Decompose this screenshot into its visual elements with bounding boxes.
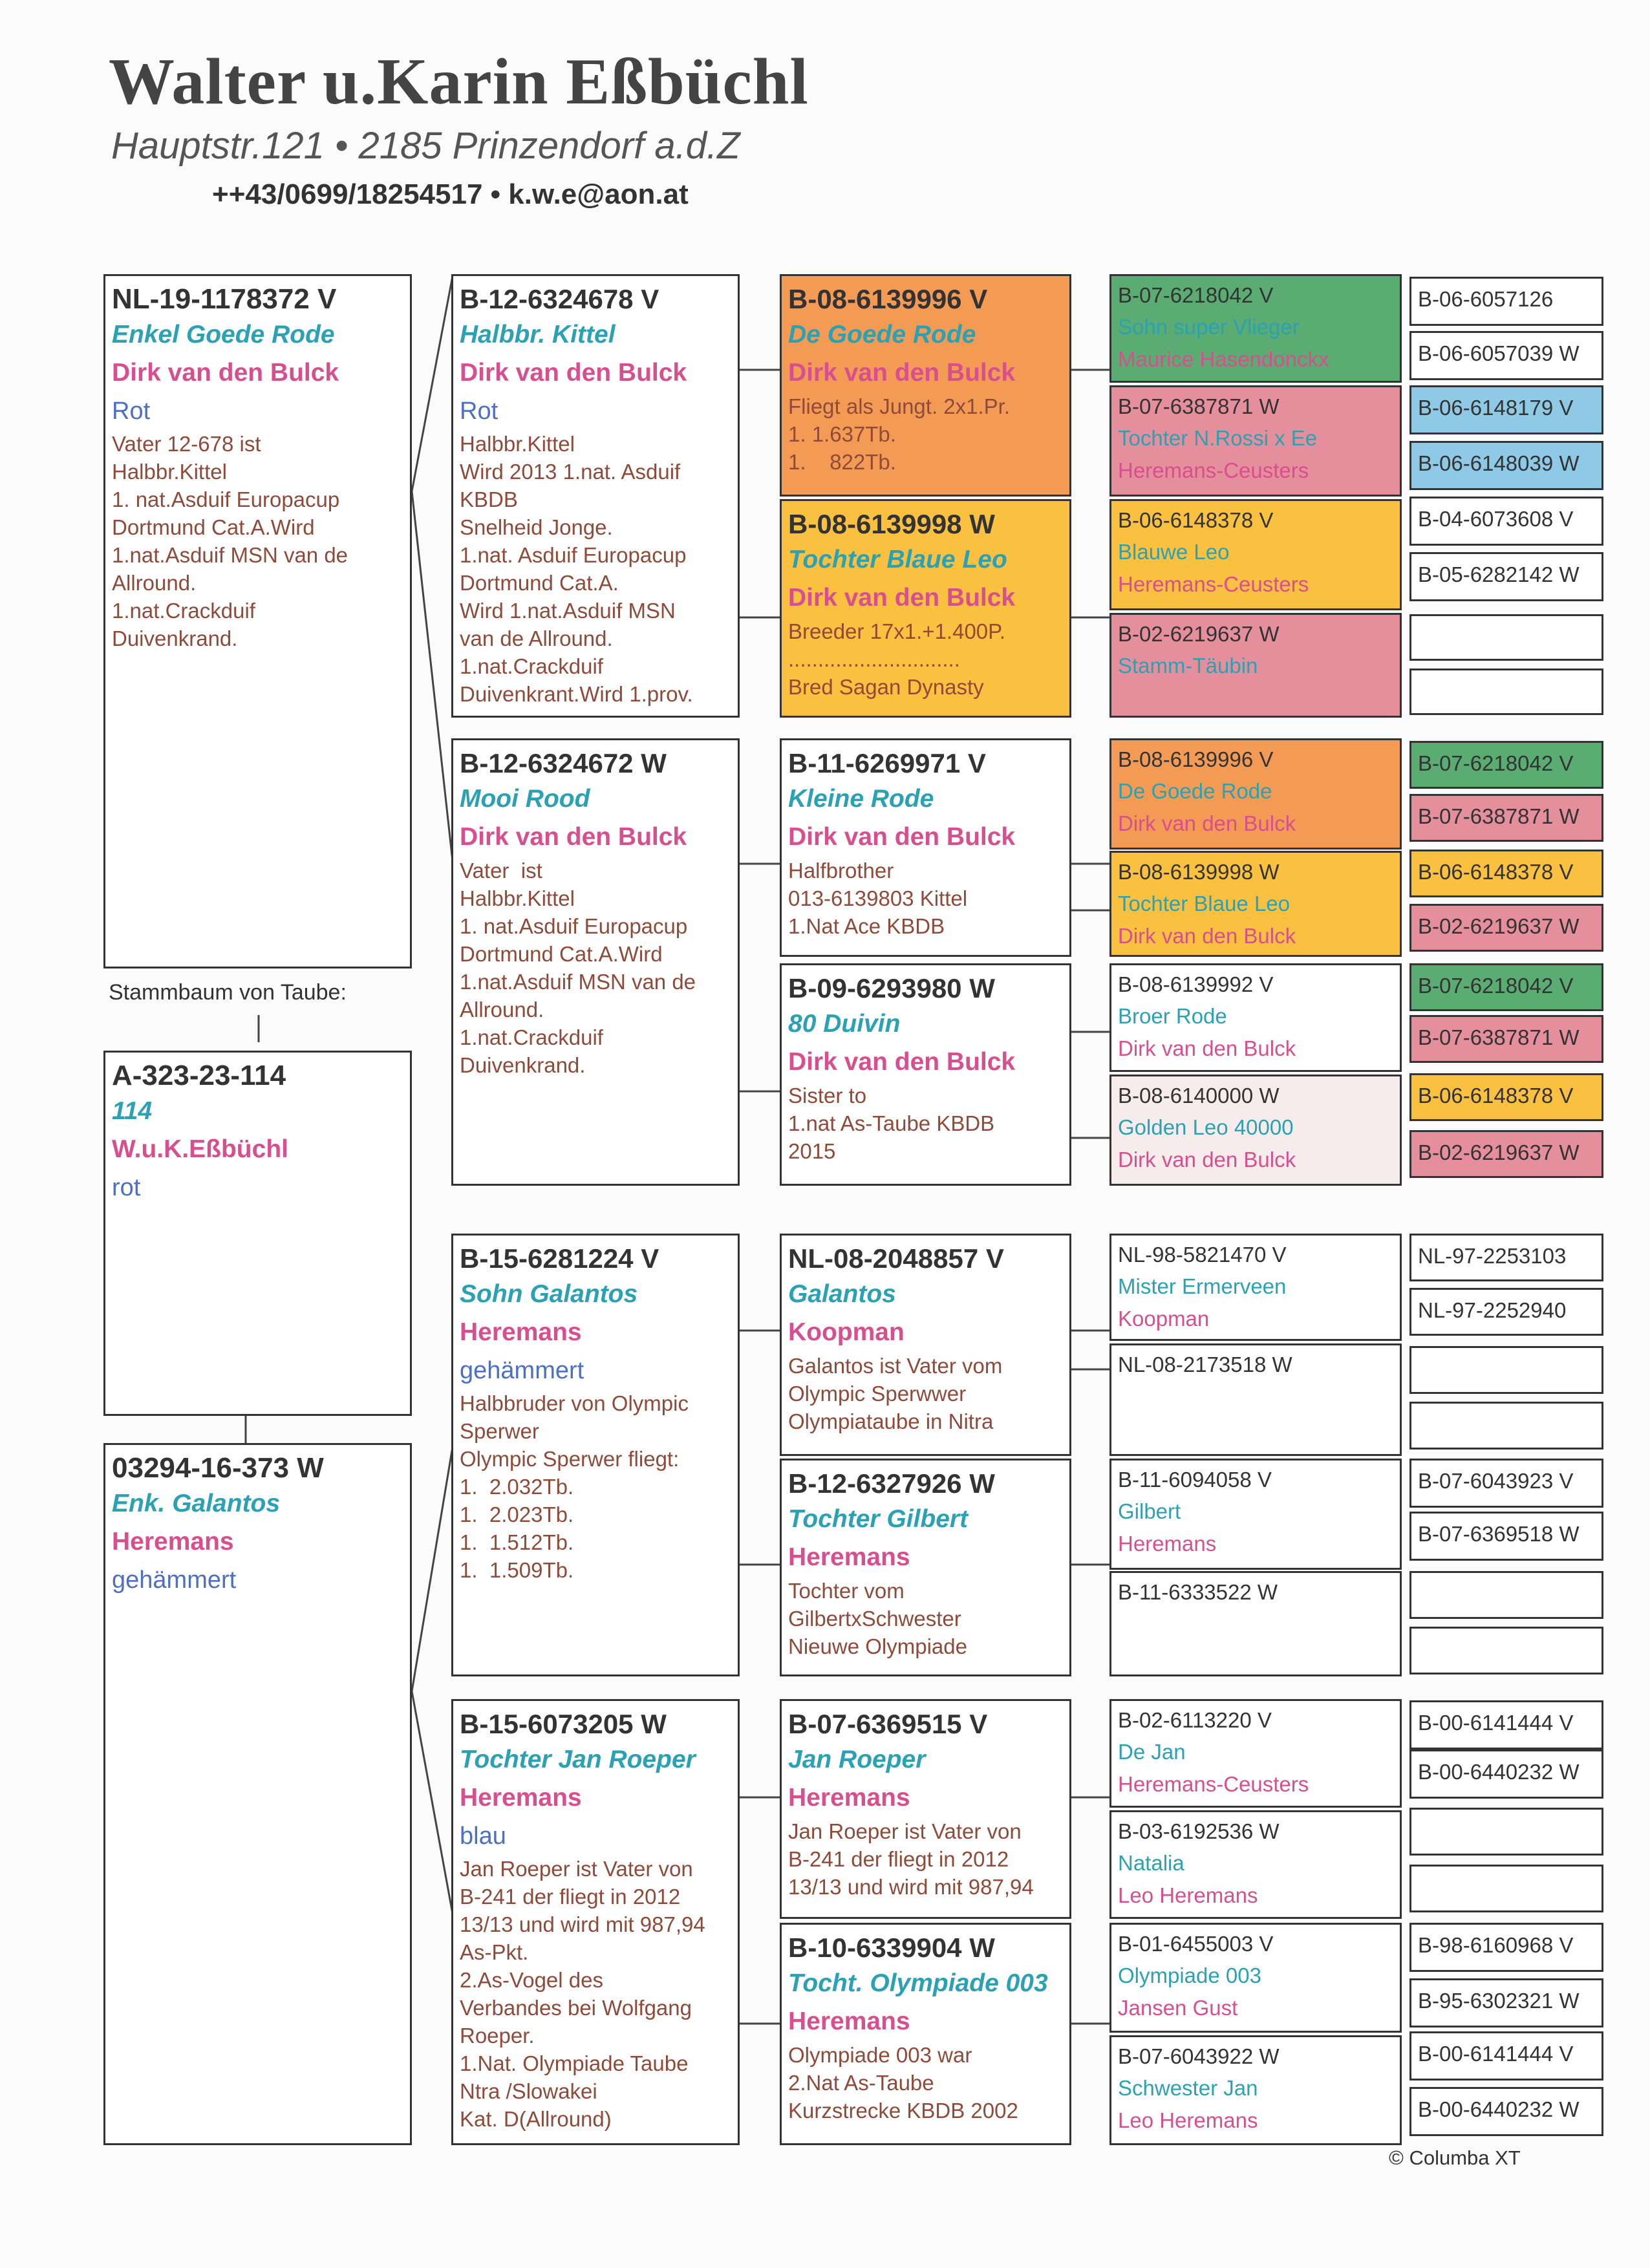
gen5-breeder: Leo Heremans: [1118, 2108, 1258, 2132]
gen4-ring: B-09-6293980 W: [788, 973, 995, 1003]
gen5-name: Tochter Blaue Leo: [1118, 892, 1291, 915]
gen6-cell: B-06-6148378 V: [1409, 850, 1603, 897]
gen4-card: [780, 1699, 1071, 1919]
gen4-info: Sister to 1.nat As-Taube KBDB 2015: [788, 1084, 995, 1163]
gen3-breeder: Heremans: [460, 1784, 582, 1812]
gen4-info: Fliegt als Jungt. 2x1.Pr. 1. 1.637Tb. 1. 822Tb.: [788, 394, 1011, 474]
gen6-cell: B-06-6148378 V: [1409, 1073, 1603, 1121]
gen4-name: Tocht. Olympiade 003: [788, 1969, 1048, 1997]
gen4-card: [780, 963, 1071, 1186]
gen5-breeder: Dirk van den Bulck: [1118, 811, 1296, 835]
gen5-card: [1109, 274, 1402, 383]
gen4-ring: NL-08-2048857 V: [788, 1243, 1004, 1274]
gen5-breeder: Heremans-Ceusters: [1118, 458, 1309, 482]
gen4-info: Halfbrother 013-6139803 Kittel 1.Nat Ace KBDB: [788, 859, 968, 938]
gen4-breeder: Dirk van den Bulck: [788, 823, 1016, 851]
gen3-breeder: Dirk van den Bulck: [460, 823, 687, 851]
breeder-address: Hauptstr.121 • 2185 Prinzendorf a.d.Z: [111, 125, 740, 167]
gen5-breeder: Jansen Gust: [1118, 1996, 1238, 2020]
gen6-cell: [1409, 1627, 1603, 1674]
sire-card: [103, 274, 412, 968]
gen5-breeder: Dirk van den Bulck: [1118, 924, 1296, 948]
pedigree-label: Stammbaum von Taube:: [109, 980, 347, 1005]
gen6-cell: B-06-6057039 W: [1409, 331, 1603, 380]
gen5-name: Broer Rode: [1118, 1004, 1227, 1028]
gen5-card: [1109, 1810, 1402, 1919]
breeder-contact: ++43/0699/18254517 • k.w.e@aon.at: [212, 178, 689, 210]
gen4-info: Galantos ist Vater vom Olympic Sperwwer Olympiataube in Nitra: [788, 1354, 1003, 1433]
gen4-card: [780, 1459, 1071, 1676]
gen5-ring: B-03-6192536 W: [1118, 1819, 1280, 1843]
gen6-cell: [1409, 1402, 1603, 1450]
gen5-card: [1109, 738, 1402, 850]
gen6-cell: B-06-6148039 W: [1409, 441, 1603, 490]
gen4-name: Galantos: [788, 1280, 896, 1308]
gen5-ring: B-11-6333522 W: [1118, 1580, 1278, 1604]
gen5-card: [1109, 385, 1402, 497]
gen6-cell: B-07-6218042 V: [1409, 741, 1603, 789]
copyright-notice: © Columba XT: [1389, 2146, 1521, 2169]
gen4-name: Tochter Gilbert: [788, 1505, 969, 1533]
subject-color: rot: [112, 1174, 141, 1201]
gen5-card: [1109, 1343, 1402, 1456]
gen5-ring: B-02-6113220 V: [1118, 1708, 1272, 1732]
subject-ring: A-323-23-114: [112, 1060, 286, 1091]
sire-info: Vater 12-678 ist Halbbr.Kittel 1. nat.Asduif Europacup Dortmund Cat.A.Wird 1.nat.Asduif MSN van de Allround. 1.nat.Crackduif Duivenkrand.: [112, 432, 348, 650]
gen4-ring: B-12-6327926 W: [788, 1468, 995, 1499]
gen5-breeder: Dirk van den Bulck: [1118, 1148, 1296, 1171]
gen3-color: gehämmert: [460, 1357, 584, 1384]
gen4-name: Jan Roeper: [788, 1746, 926, 1773]
gen4-card: [780, 1923, 1071, 2145]
gen3-ring: B-12-6324672 W: [460, 748, 667, 778]
gen3-card: [451, 738, 740, 1186]
gen5-card: [1109, 963, 1402, 1072]
gen5-name: Mister Ermerveen: [1118, 1274, 1287, 1298]
gen4-breeder: Dirk van den Bulck: [788, 584, 1016, 612]
gen3-name: Halbbr. Kittel: [460, 321, 616, 348]
gen3-ring: B-15-6281224 V: [460, 1243, 659, 1274]
gen5-name: Stamm-Täubin: [1118, 654, 1258, 678]
subject-card: [103, 1051, 412, 1416]
gen5-card: [1109, 1459, 1402, 1570]
gen5-ring: B-06-6148378 V: [1118, 508, 1274, 532]
gen4-breeder: Heremans: [788, 1784, 910, 1812]
gen5-ring: B-01-6455003 V: [1118, 1932, 1274, 1956]
gen3-card: [451, 1699, 740, 2145]
gen5-ring: NL-98-5821470 V: [1118, 1243, 1287, 1267]
gen5-name: Olympiade 003: [1118, 1963, 1261, 1987]
gen4-info: Jan Roeper ist Vater von B-241 der fliegt in 2012 13/13 und wird mit 987,94: [788, 1819, 1034, 1899]
gen5-card: [1109, 2035, 1402, 2145]
subject-breeder: W.u.K.Eßbüchl: [112, 1135, 288, 1163]
gen4-breeder: Heremans: [788, 1543, 910, 1571]
subject-name: 114: [112, 1097, 153, 1125]
gen3-info: Halbbruder von Olympic Sperwer Olympic Sperwer fliegt: 1. 2.032Tb. 1. 2.023Tb. 1. 1.512Tb. 1. 1.509Tb.: [460, 1391, 689, 1582]
gen4-info: Breeder 17x1.+1.400P. ............................. Bred Sagan Dynasty: [788, 619, 1006, 699]
gen5-card: [1109, 851, 1402, 957]
gen6-cell: NL-97-2253103: [1409, 1234, 1603, 1281]
gen3-breeder: Heremans: [460, 1318, 582, 1346]
gen5-breeder: Dirk van den Bulck: [1118, 1036, 1296, 1060]
gen3-name: Sohn Galantos: [460, 1280, 638, 1308]
gen5-breeder: Koopman: [1118, 1307, 1210, 1331]
gen6-cell: B-04-6073608 V: [1409, 497, 1603, 546]
gen5-breeder: Heremans-Ceusters: [1118, 1772, 1309, 1796]
gen6-cell: [1409, 1808, 1603, 1856]
gen3-card: [451, 274, 740, 718]
gen5-name: De Goede Rode: [1118, 779, 1272, 803]
gen6-cell: B-07-6043923 V: [1409, 1459, 1603, 1508]
gen6-cell: B-95-6302321 W: [1409, 1978, 1603, 2027]
gen5-name: Gilbert: [1118, 1499, 1181, 1523]
gen5-name: De Jan: [1118, 1740, 1186, 1764]
gen5-card: [1109, 499, 1402, 610]
dam-color: gehämmert: [112, 1567, 237, 1594]
gen5-name: Blauwe Leo: [1118, 540, 1230, 564]
gen4-breeder: Koopman: [788, 1318, 905, 1346]
gen5-ring: B-08-6139992 V: [1118, 972, 1274, 996]
gen6-cell: B-05-6282142 W: [1409, 552, 1603, 601]
gen6-cell: B-00-6440232 W: [1409, 1749, 1603, 1799]
gen6-cell: B-07-6387871 W: [1409, 794, 1603, 842]
gen6-cell: B-02-6219637 W: [1409, 1130, 1603, 1178]
gen5-card: [1109, 1699, 1402, 1808]
gen6-cell: B-07-6218042 V: [1409, 963, 1603, 1011]
gen5-ring: NL-08-2173518 W: [1118, 1353, 1292, 1376]
gen4-name: De Goede Rode: [788, 321, 976, 348]
breeder-title: Walter u.Karin Eßbüchl: [109, 45, 809, 118]
gen3-card: [451, 1234, 740, 1676]
gen4-breeder: Heremans: [788, 2007, 910, 2035]
gen5-ring: B-08-6139996 V: [1118, 747, 1274, 771]
gen6-cell: [1409, 1571, 1603, 1619]
gen6-cell: [1409, 614, 1603, 661]
gen6-cell: B-07-6387871 W: [1409, 1015, 1603, 1063]
gen6-cell: B-06-6057126: [1409, 277, 1603, 326]
gen5-breeder: Heremans: [1118, 1532, 1217, 1556]
gen3-info: Halbbr.Kittel Wird 2013 1.nat. Asduif KBDB Snelheid Jonge. 1.nat. Asduif Europacup Dortmund Cat.A. Wird 1.nat.Asduif MSN van de Allround. 1.nat.Crackduif Duivenkrant.Wird 1.prov.: [460, 432, 693, 706]
gen5-card: [1109, 1075, 1402, 1186]
gen4-breeder: Dirk van den Bulck: [788, 1048, 1016, 1076]
gen4-ring: B-07-6369515 V: [788, 1709, 988, 1739]
gen6-cell: NL-97-2252940: [1409, 1288, 1603, 1336]
gen3-ring: B-15-6073205 W: [460, 1709, 667, 1739]
dam-card: [103, 1443, 412, 2145]
gen5-name: Golden Leo 40000: [1118, 1115, 1294, 1139]
gen5-name: Sohn super Vlieger: [1118, 315, 1300, 339]
gen6-cell: B-06-6148179 V: [1409, 385, 1603, 434]
gen5-breeder: Heremans-Ceusters: [1118, 572, 1309, 596]
gen5-breeder: Leo Heremans: [1118, 1883, 1258, 1907]
dam-name: Enk. Galantos: [112, 1490, 281, 1517]
gen5-card: [1109, 613, 1402, 718]
dam-ring: 03294-16-373 W: [112, 1452, 324, 1484]
gen6-cell: B-98-6160968 V: [1409, 1923, 1603, 1972]
gen5-card: [1109, 1571, 1402, 1676]
gen5-ring: B-08-6140000 W: [1118, 1084, 1280, 1107]
gen4-card: [780, 738, 1071, 957]
gen6-cell: B-00-6141444 V: [1409, 1700, 1603, 1749]
gen6-cell: B-02-6219637 W: [1409, 904, 1603, 952]
gen5-ring: B-11-6094058 V: [1118, 1468, 1272, 1492]
gen5-ring: B-07-6218042 V: [1118, 283, 1274, 307]
gen4-card: [780, 274, 1071, 497]
gen6-cell: [1409, 669, 1603, 715]
gen3-name: Tochter Jan Roeper: [460, 1746, 696, 1773]
gen4-ring: B-08-6139996 V: [788, 284, 988, 314]
gen4-name: 80 Duivin: [788, 1010, 901, 1038]
sire-breeder: Dirk van den Bulck: [112, 359, 339, 387]
gen4-ring: B-08-6139998 W: [788, 509, 995, 539]
gen4-breeder: Dirk van den Bulck: [788, 359, 1016, 387]
gen5-ring: B-08-6139998 W: [1118, 860, 1280, 884]
gen5-card: [1109, 1923, 1402, 2033]
gen4-name: Kleine Rode: [788, 785, 934, 813]
gen4-card: [780, 499, 1071, 718]
gen5-ring: B-02-6219637 W: [1118, 622, 1280, 646]
gen3-ring: B-12-6324678 V: [460, 284, 659, 314]
gen6-cell: B-00-6141444 V: [1409, 2031, 1603, 2081]
sire-color: Rot: [112, 398, 151, 425]
gen4-info: Tochter vom GilbertxSchwester Nieuwe Olympiade: [788, 1579, 967, 1658]
gen3-info: Vater ist Halbbr.Kittel 1. nat.Asduif Europacup Dortmund Cat.A.Wird 1.nat.Asduif MSN van de Allround. 1.nat.Crackduif Duivenkrand.: [460, 859, 696, 1077]
gen6-cell: [1409, 1865, 1603, 1912]
gen6-cell: B-07-6369518 W: [1409, 1512, 1603, 1561]
sire-ring: NL-19-1178372 V: [112, 283, 337, 315]
gen6-cell: [1409, 1346, 1603, 1394]
gen4-info: Olympiade 003 war 2.Nat As-Taube Kurzstrecke KBDB 2002: [788, 2043, 1018, 2123]
gen5-card: [1109, 1234, 1402, 1341]
gen3-info: Jan Roeper ist Vater von B-241 der fliegt in 2012 13/13 und wird mit 987,94 As-Pkt. 2.As-Vogel des Verbandes bei Wolfgang Roeper. 1.Nat. Olympiade Taube Ntra /Slowakei Kat. D(Allround): [460, 1857, 705, 2131]
gen4-card: [780, 1234, 1071, 1456]
gen5-name: Tochter N.Rossi x Ee: [1118, 426, 1318, 450]
gen6-cell: B-00-6440232 W: [1409, 2087, 1603, 2136]
gen4-ring: B-10-6339904 W: [788, 1932, 995, 1963]
dam-breeder: Heremans: [112, 1528, 234, 1556]
gen3-name: Mooi Rood: [460, 785, 590, 813]
gen5-ring: B-07-6387871 W: [1118, 394, 1280, 418]
gen5-name: Natalia: [1118, 1851, 1184, 1875]
gen3-breeder: Dirk van den Bulck: [460, 359, 687, 387]
gen4-ring: B-11-6269971 V: [788, 748, 986, 778]
gen3-color: Rot: [460, 398, 498, 425]
gen3-color: blau: [460, 1823, 506, 1850]
gen5-name: Schwester Jan: [1118, 2076, 1258, 2100]
gen4-name: Tochter Blaue Leo: [788, 546, 1007, 573]
gen5-ring: B-07-6043922 W: [1118, 2044, 1280, 2068]
sire-name: Enkel Goede Rode: [112, 321, 335, 348]
gen5-breeder: Maurice Hasendonckx: [1118, 347, 1329, 371]
